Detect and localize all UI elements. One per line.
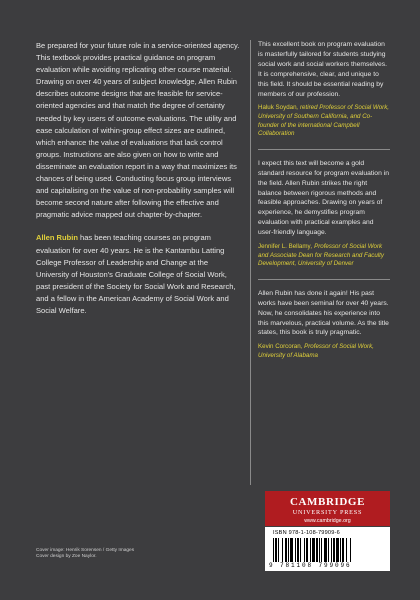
barcode-digits: 9 781108 799096 <box>269 562 352 569</box>
reviewer-affiliation: , retired Professor of Social Work, University of Southern California, and Co-founder of the international Campbell Collaboration <box>258 104 390 138</box>
left-column <box>36 40 241 328</box>
reviewer-name: Kevin Corcoran <box>258 343 301 351</box>
review-attribution <box>258 104 390 138</box>
author-bio <box>36 232 241 317</box>
barcode-panel <box>265 527 390 571</box>
author-bio-text: has been teaching courses on program evaluation for over 40 years. He is the Kantambu Latting College Professor of Leadership and Change at the University of Houston's Graduate College of Social Work, past president of the Society for Social Work and Research, and a fellow in the American Academy of Social Work and Social Welfare. <box>36 233 236 315</box>
review-2 <box>258 159 390 269</box>
publisher-logo <box>265 491 390 526</box>
column-divider <box>250 40 251 485</box>
cover-image-credit: Cover image: Henrik Sorensen / Getty Images <box>36 548 135 553</box>
review-3 <box>258 289 390 361</box>
reviewer-name: Haluk Soydan <box>258 104 297 112</box>
reviewer-name: Jennifer L. Bellamy <box>258 243 311 251</box>
review-1 <box>258 40 390 139</box>
barcode-icon <box>273 538 383 562</box>
publisher-subname: UNIVERSITY PRESS <box>292 509 363 516</box>
author-name: Allen Rubin <box>36 233 78 243</box>
isbn-label: ISBN 978-1-108-79909-6 <box>273 530 340 536</box>
publisher-url: www.cambridge.org <box>304 518 351 524</box>
cover-design-credit: Cover design by Zoe Naylor. <box>36 554 97 560</box>
review-separator <box>258 149 390 150</box>
cover-credits <box>36 548 134 561</box>
review-attribution <box>258 243 390 269</box>
reviewer-affiliation: , Professor of Social Work and Associate Dean for Research and Faculty Development, University of Denver <box>258 243 384 268</box>
review-quote: Allen Rubin has done it again! His past works have been seminal for over 40 years. Now, he consolidates his experience into this marvelous, practical volume. As the title states, this book is truly pragmatic. <box>258 289 389 337</box>
review-quote: This excellent book on program evaluation is masterfully tailored for students studying social work and social workers themselves. It is comprehensive, clear, and unique to this field. It should be essential reading by members of our profession. <box>258 41 388 98</box>
reviewer-affiliation: , Professor of Social Work, University of Alabama <box>258 343 374 359</box>
reviews-column <box>258 40 390 371</box>
review-quote: I expect this text will become a gold standard resource for program evaluation in the field. Allen Rubin strikes the right balance between rigorous methods and feasible approaches. Drawing on years of experience, he demystifies program evaluation with practical examples and user-friendly language. <box>258 159 389 237</box>
review-attribution <box>258 343 390 360</box>
publisher-name: CAMBRIDGE <box>289 496 366 508</box>
review-separator <box>258 279 390 280</box>
book-blurb: Be prepared for your future role in a service-oriented agency. This textbook provides practical guidance on program evaluation while avoiding replicating other course material. Drawing on over 40 years of subject knowledge, Allen Rubin describes outcome designs that are feasible for service-oriented agencies and that match the degree of certainty needed by key users of outcome evaluations. The utility and ease calculation of within-group effect sizes are outlined, which enhance the value of evaluations that lack control groups. Instructions are also given on how to write and disseminate an evaluation report in a way that maximizes its chances of being used. Conducting focus group interviews and capitalising on the value of non-probability samples will become second nature after following the effective and pragmatic advice mapped out chapter-by-chapter. <box>36 41 240 220</box>
